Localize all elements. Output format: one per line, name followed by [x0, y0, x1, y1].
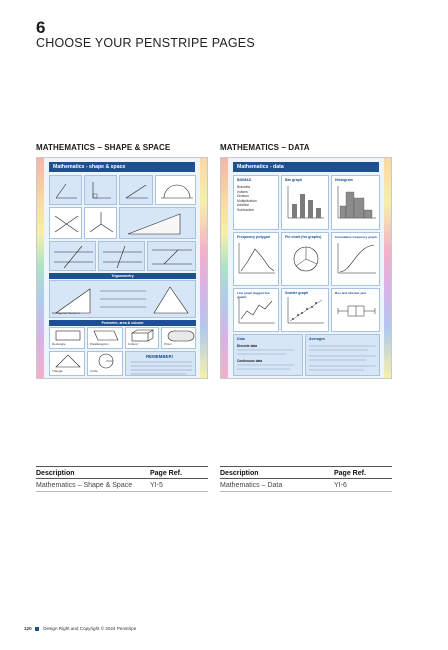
- data-types-panel: [233, 334, 303, 376]
- remember-title: REMEMBER!: [146, 354, 174, 359]
- page-ref-table: [36, 466, 208, 492]
- poster-shape-space[interactable]: [36, 157, 208, 379]
- graph-title: Pie chart (for graphs): [285, 235, 322, 239]
- bidmas-item: Indices: [237, 189, 248, 194]
- shape-label: Rectangle: [52, 342, 66, 346]
- poster-heading: Mathematics - shape & space: [49, 162, 195, 172]
- circle-diagram: [87, 351, 123, 376]
- line-graph-panel: [233, 288, 279, 332]
- page-ref-table: [220, 466, 392, 492]
- poster-heading: Mathematics - data: [233, 162, 379, 172]
- bidmas-title: BIDMAS: [237, 178, 252, 182]
- bidmas-item: Brackets: [237, 185, 251, 189]
- graph-title: Frequency polygon: [237, 235, 271, 239]
- cumulative-frequency-panel: [331, 232, 380, 286]
- bidmas-panel: [233, 175, 279, 230]
- column-header-description: Description: [36, 470, 75, 477]
- poster-data[interactable]: [220, 157, 392, 379]
- parallelogram-diagram: [87, 327, 123, 349]
- angle-diagram: [49, 175, 82, 205]
- pie-chart-panel: [281, 232, 329, 286]
- parallel-lines-diagram: [98, 241, 145, 271]
- graph-title: Cumulative frequency graph: [335, 235, 377, 239]
- angle-diagram: [49, 207, 82, 239]
- shape-label: Cuboid: [128, 342, 138, 346]
- rainbow-border: [37, 158, 44, 378]
- angle-diagram: [155, 175, 196, 205]
- poster-body: [228, 158, 384, 378]
- pythagoras-label: Pythagoras' theorem: [52, 311, 80, 315]
- graph-title: Scatter graph: [285, 291, 309, 295]
- table-row[interactable]: [36, 479, 208, 492]
- column-header-page-ref: Page Ref.: [150, 470, 182, 477]
- continuous-label: Continuous data: [237, 359, 263, 363]
- row-description: Mathematics – Shape & Space: [36, 482, 133, 489]
- prism-diagram: [161, 327, 196, 349]
- angle-diagram: [119, 175, 153, 205]
- table-row[interactable]: [220, 479, 392, 492]
- row-description: Mathematics – Data: [220, 482, 283, 489]
- angle-diagram: [84, 207, 117, 239]
- parallel-lines-diagram: [147, 241, 196, 271]
- averages-title: Averages: [309, 337, 326, 341]
- table-header: [220, 466, 392, 479]
- graph-title: Box and whisker plot: [335, 291, 367, 295]
- page-footer: [24, 626, 136, 631]
- bidmas-item: Subtraction: [237, 207, 255, 212]
- scatter-graph-panel: [281, 288, 329, 332]
- poster-body: [44, 158, 200, 378]
- band-trigonometry: Trigonometry: [49, 273, 196, 279]
- table-header: [36, 466, 208, 479]
- triangle-diagram: [119, 207, 196, 239]
- section-title-shape-space: MATHEMATICS – SHAPE & SPACE: [36, 143, 171, 152]
- graph-title: Bar graph: [285, 178, 302, 182]
- triangle-area-diagram: [49, 351, 85, 376]
- shape-label: Parallelogram: [90, 342, 109, 346]
- row-page-ref: YI-6: [334, 482, 347, 489]
- angle-diagram: [84, 175, 117, 205]
- column-header-page-ref: Page Ref.: [334, 470, 366, 477]
- graph-title: Line graph (lagged line graph): [237, 291, 270, 299]
- column-header-description: Description: [220, 470, 259, 477]
- averages-panel: [305, 334, 380, 376]
- bidmas-item: Multiplication: [237, 198, 257, 203]
- bidmas-item: Addition: [237, 203, 250, 208]
- trigonometry-panel: [49, 280, 196, 318]
- discrete-label: Discrete data: [237, 344, 258, 348]
- cuboid-diagram: [125, 327, 159, 349]
- box-whisker-panel: [331, 288, 380, 332]
- band-perimeter-area-volume: Perimeter, area & volume: [49, 320, 196, 326]
- graph-title: Histogram: [335, 178, 353, 182]
- brand-square-icon: [35, 627, 39, 631]
- shape-label: Triangle: [52, 369, 63, 373]
- rainbow-border: [384, 158, 391, 378]
- page-heading: CHOOSE YOUR PENSTRIPE PAGES: [36, 36, 255, 50]
- bar-graph-panel: [281, 175, 329, 230]
- remember-box: [125, 351, 196, 376]
- page-number: 120: [24, 626, 32, 631]
- data-title: Data: [237, 337, 245, 341]
- shape-label: Circle: [90, 369, 98, 373]
- row-page-ref: YI-5: [150, 482, 163, 489]
- copyright-text: Design Right and Copyright © 2024 Penstripe: [43, 626, 137, 631]
- section-title-data: MATHEMATICS – DATA: [220, 143, 310, 152]
- frequency-polygon-panel: [233, 232, 279, 286]
- shape-label: Prism: [164, 342, 172, 346]
- parallel-lines-diagram: [49, 241, 96, 271]
- rainbow-border: [221, 158, 228, 378]
- rectangle-diagram: [49, 327, 85, 349]
- step-number: 6: [36, 18, 46, 37]
- histogram-panel: [331, 175, 380, 230]
- rainbow-border: [200, 158, 207, 378]
- bidmas-item: Division: [237, 194, 249, 199]
